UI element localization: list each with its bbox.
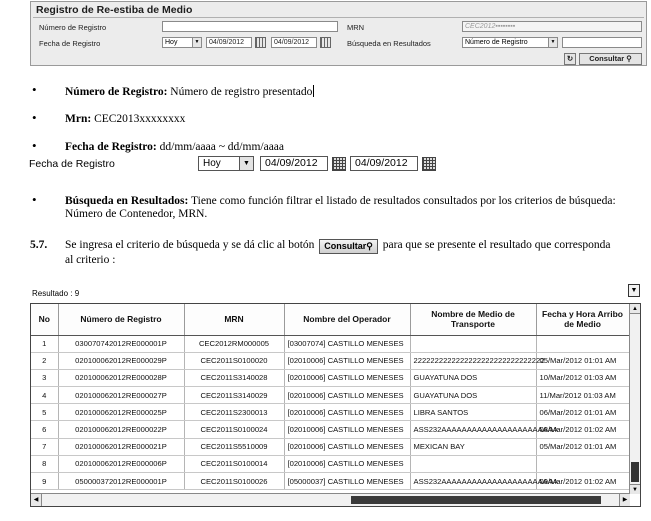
section-text-line2: al criterio :	[65, 254, 116, 266]
table-cell: [02010006] CASTILLO MENESES	[284, 404, 410, 421]
strip-fecha-label: Fecha de Registro	[29, 158, 115, 170]
item-registro-text: Número de registro presentado	[167, 86, 313, 98]
table-cell: 1	[31, 335, 58, 352]
table-cell: 08/Mar/2012 01:02 AM	[536, 421, 629, 438]
table-cell: 020100062012RE000029P	[58, 352, 184, 369]
bullet: •	[32, 82, 37, 97]
table-cell: 05/Mar/2012 01:01 AM	[536, 438, 629, 455]
table-cell: 6	[31, 421, 58, 438]
table-cell: CEC2011S0100026	[184, 473, 284, 490]
table-cell: CEC2011S5510009	[184, 438, 284, 455]
chevron-down-icon: ▼	[548, 38, 557, 47]
results-count: Resultado : 9	[32, 289, 80, 298]
table-row[interactable]	[31, 404, 629, 421]
consultar-button-label: Consultar	[589, 54, 625, 63]
scroll-thumb[interactable]	[631, 462, 639, 482]
table-cell: CEC2011S0100014	[184, 455, 284, 472]
item-fecha-label: Fecha de Registro:	[65, 141, 157, 153]
table-cell: 11/Mar/2012 01:03 AM	[536, 387, 629, 404]
scroll-thumb[interactable]	[351, 496, 601, 504]
table-cell: MEXICAN BAY	[410, 438, 536, 455]
search-panel	[30, 1, 647, 66]
item-mrn-label: Mrn:	[65, 113, 92, 125]
bullet: •	[32, 110, 37, 125]
busqueda-select[interactable]	[462, 37, 558, 48]
mrn-label: MRN	[347, 23, 365, 32]
table-cell: 020100062012RE000025P	[58, 404, 184, 421]
table-cell: 8	[31, 455, 58, 472]
consultar-image-label: Consultar	[324, 241, 367, 251]
item-busqueda-text-2: Número de Contenedor, MRN.	[65, 208, 208, 220]
table-row[interactable]	[31, 455, 629, 472]
bullet: •	[32, 138, 37, 153]
table-cell: [02010006] CASTILLO MENESES	[284, 455, 410, 472]
table-cell: ASS232AAAAAAAAAAAAAAAAAAAAAAA	[410, 473, 536, 490]
calendar-icon[interactable]	[255, 37, 266, 48]
table-cell: CEC2011S3140029	[184, 387, 284, 404]
table-cell: 030070742012RE000001P	[58, 335, 184, 352]
section-number: 5.7.	[30, 239, 48, 251]
table-cell: 020100062012RE000027P	[58, 387, 184, 404]
item-busqueda-text: Tiene como función filtrar el listado de resultados consultados por los criterios de búsqueda:	[188, 195, 616, 207]
chevron-down-icon: ▼	[630, 286, 638, 294]
calendar-icon[interactable]	[320, 37, 331, 48]
table-cell	[536, 335, 629, 352]
table-cell: CEC2011S0100020	[184, 352, 284, 369]
column-header[interactable]: MRN	[184, 304, 284, 335]
consultar-button[interactable]	[579, 53, 642, 65]
column-header[interactable]: Fecha y Hora Arribo de Medio	[536, 304, 629, 335]
table-cell: [05000037] CASTILLO MENESES	[284, 473, 410, 490]
scroll-up-icon[interactable]: ▲	[630, 304, 640, 314]
item-fecha	[65, 141, 650, 154]
table-cell: CEC2012RM000005	[184, 335, 284, 352]
bullet: •	[32, 192, 37, 207]
item-fecha-text: dd/mm/aaaa ~ dd/mm/aaaa	[156, 141, 285, 153]
table-cell: 020100062012RE000028P	[58, 369, 184, 386]
table-row[interactable]	[31, 387, 629, 404]
reset-button[interactable]	[564, 53, 576, 65]
table-cell: [02010006] CASTILLO MENESES	[284, 369, 410, 386]
table-cell	[410, 335, 536, 352]
table-cell: 2222222222222222222222222222222	[410, 352, 536, 369]
search-icon: ⚲	[366, 241, 373, 251]
busqueda-input[interactable]	[562, 37, 642, 48]
scroll-right-icon[interactable]: ▶	[619, 494, 630, 506]
fecha-from-input[interactable]: 04/09/2012	[206, 37, 252, 48]
column-header[interactable]: Nombre del Operador	[284, 304, 410, 335]
consultar-button-image	[319, 239, 378, 254]
column-header[interactable]: No	[31, 304, 58, 335]
table-cell: 7	[31, 438, 58, 455]
scroll-left-icon[interactable]: ◀	[31, 494, 42, 506]
text-cursor	[313, 85, 314, 97]
table-cell: GUAYATUNA DOS	[410, 387, 536, 404]
busqueda-label: Búsqueda en Resultados	[347, 39, 431, 48]
table-cell: 09/Mar/2012 01:02 AM	[536, 473, 629, 490]
table-cell: CEC2011S3140028	[184, 369, 284, 386]
item-busqueda-label: Búsqueda en Resultados:	[65, 195, 189, 207]
strip-fecha-to[interactable]: 04/09/2012	[350, 156, 418, 171]
table-cell: 5	[31, 404, 58, 421]
column-header[interactable]: Nombre de Medio de Transporte	[410, 304, 536, 335]
table-cell: 05/Mar/2012 01:01 AM	[536, 352, 629, 369]
strip-fecha-select[interactable]	[198, 156, 254, 171]
section-text-after: para que se presente el resultado que corresponda	[382, 239, 611, 251]
item-registro	[65, 85, 650, 99]
column-header[interactable]: Número de Registro	[58, 304, 184, 335]
busqueda-select-value: Número de Registro	[465, 39, 528, 46]
fecha-to-input[interactable]: 04/09/2012	[271, 37, 317, 48]
table-cell: 9	[31, 473, 58, 490]
table-cell: [02010006] CASTILLO MENESES	[284, 438, 410, 455]
item-mrn-text: CEC2013xxxxxxxx	[91, 113, 186, 125]
table-cell: 020100062012RE000006P	[58, 455, 184, 472]
table-row[interactable]	[31, 473, 629, 490]
table-cell	[410, 455, 536, 472]
item-mrn	[65, 113, 650, 126]
results-menu-button[interactable]	[628, 284, 640, 297]
calendar-icon[interactable]	[332, 157, 346, 171]
fecha-select-value: Hoy	[165, 39, 178, 46]
mrn-input[interactable]: CEC2012▪▪▪▪▪▪▪▪	[462, 21, 642, 32]
table-cell: [03007074] CASTILLO MENESES	[284, 335, 410, 352]
table-cell: CEC2011S0100024	[184, 421, 284, 438]
panel-title: Registro de Re-estiba de Medio	[36, 4, 193, 16]
strip-fecha-from[interactable]: 04/09/2012	[260, 156, 328, 171]
vertical-scrollbar[interactable]	[629, 304, 640, 494]
table-row[interactable]	[31, 438, 629, 455]
item-busqueda	[65, 195, 650, 221]
strip-fecha-select-value: Hoy	[203, 158, 221, 169]
table-cell: LIBRA SANTOS	[410, 404, 536, 421]
fecha-label: Fecha de Registro	[39, 39, 101, 48]
refresh-icon: ↻	[566, 54, 574, 63]
table-cell: GUAYATUNA DOS	[410, 369, 536, 386]
table-cell: [02010006] CASTILLO MENESES	[284, 352, 410, 369]
table-cell	[536, 455, 629, 472]
item-registro-label: Número de Registro:	[65, 86, 168, 98]
table-row[interactable]	[31, 352, 629, 369]
table-cell: 10/Mar/2012 01:03 AM	[536, 369, 629, 386]
table-cell: ASS232AAAAAAAAAAAAAAAAAAAAAAA	[410, 421, 536, 438]
table-cell: 020100062012RE000021P	[58, 438, 184, 455]
calendar-icon[interactable]	[422, 157, 436, 171]
chevron-down-icon: ▼	[192, 38, 201, 47]
fecha-select[interactable]	[162, 37, 202, 48]
horizontal-scrollbar[interactable]	[31, 493, 630, 506]
table-cell: 2	[31, 352, 58, 369]
table-cell: CEC2011S2300013	[184, 404, 284, 421]
registro-input[interactable]	[162, 21, 338, 32]
registro-label: Número de Registro	[39, 23, 107, 32]
section-text-before: Se ingresa el criterio de búsqueda y se dá clic al botón	[65, 239, 315, 251]
table-row[interactable]	[31, 335, 629, 352]
table-cell: 3	[31, 369, 58, 386]
chevron-down-icon: ▼	[239, 157, 253, 170]
table-cell: 050000372012RE000001P	[58, 473, 184, 490]
panel-divider	[33, 17, 644, 18]
table-body	[31, 335, 629, 490]
search-icon: ⚲	[626, 54, 632, 63]
table-row[interactable]	[31, 421, 629, 438]
table-cell: 06/Mar/2012 01:01 AM	[536, 404, 629, 421]
table-cell: [02010006] CASTILLO MENESES	[284, 387, 410, 404]
table-cell: 020100062012RE000022P	[58, 421, 184, 438]
scroll-down-icon[interactable]: ▼	[630, 484, 640, 494]
results-table	[31, 304, 630, 490]
table-cell: 4	[31, 387, 58, 404]
results-grid	[30, 303, 641, 507]
table-cell: [02010006] CASTILLO MENESES	[284, 421, 410, 438]
section-paragraph	[65, 239, 650, 267]
table-row[interactable]	[31, 369, 629, 386]
fecha-registro-strip	[26, 154, 446, 174]
table-header-row	[31, 304, 629, 335]
